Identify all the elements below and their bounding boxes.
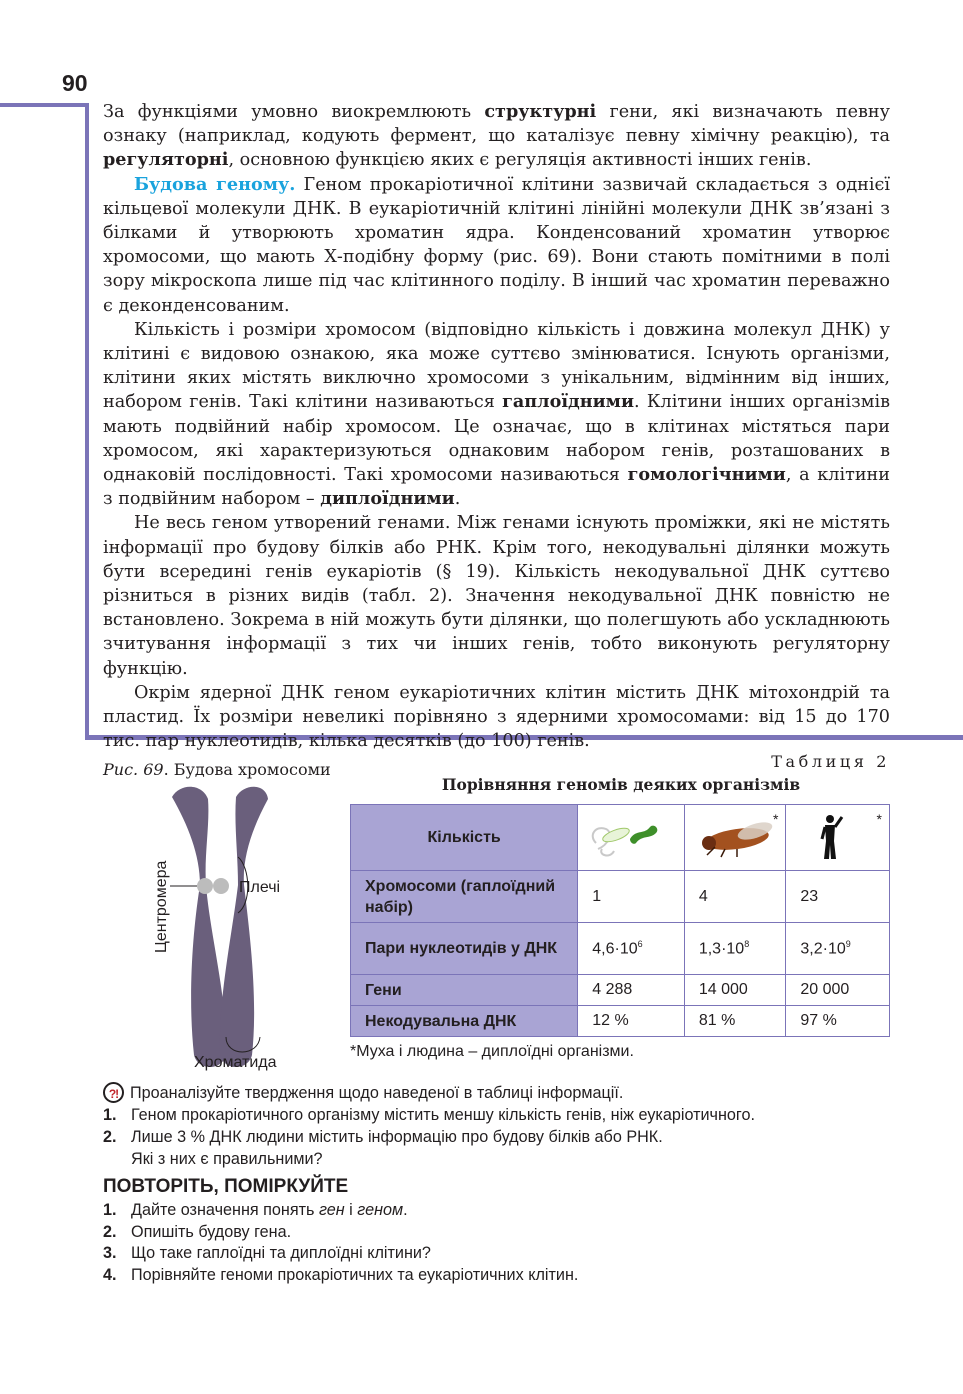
section-heading-genome: Будова геному. (134, 173, 296, 195)
figure-caption: Рис. 69. Будова хромосоми (103, 760, 331, 779)
table-footnote: *Муха і людина – диплоїдні організми. (350, 1043, 634, 1060)
table-title: Порівняння геномів деяких організмів (441, 775, 801, 794)
human-image (786, 805, 890, 871)
paragraph-noncoding: Не весь геном утворений генами. Між генами існують проміжки, які не містять інформації про будову білків або РНК. Крім того, некодувальні ділянки можуть бути всередині генів еукаріотів (§ 19). Кількість некодувальної ДНК суттєво різниться в різних видів (табл. 2). Значення некодувальної ДНК повністю не встановлено. Зокрема в ній можуть бути ділянки, що полегшують або ускладнюють зчитування інформації з тих чи інших генів, тобто виконують регуляторну функцію. (103, 513, 890, 679)
table-row: Некодувальна ДНК 12 % 81 % 97 % (351, 1006, 890, 1037)
review-questions (103, 1200, 933, 1287)
frame-left-rule (85, 103, 89, 739)
chromosome-diagram (140, 785, 320, 1075)
genome-comparison-table (350, 804, 890, 1037)
table-header-quantity: Кількість (351, 805, 578, 871)
chromatid-right-shape (220, 787, 268, 1067)
table-header-row (351, 805, 890, 871)
table-row: Пари нуклеотидів у ДНК $4,6\cdot 10^6$ $1,3\cdot 10^8$ $3,2\cdot 10^9$ (351, 923, 890, 975)
main-text (103, 100, 890, 753)
list-item: 2. Лише 3 % ДНК людини містить інформацію про будову білків або РНК. (103, 1128, 663, 1146)
paragraph-genome-structure: Будова геному. Геном прокаріотичної клітини зазвичай складається з однієї кільцевої молекули ДНК. В еукаріотичній клітині лінійні молекули ДНК зв’язані з білками й утворюють хроматин ядра. Конденсований хроматин утворює хромосоми, що мають Х-подібну форму (рис. 69). Вони стають помітними в полі зору мікроскопа лише під час клітинного поділу. В інший час хроматин переважно є деконденсованим. (103, 173, 890, 316)
term-regulatory: регуляторні (103, 149, 229, 171)
question-mark-icon: ?! (103, 1082, 124, 1103)
analysis-questions: ?! Проаналізуйте твердження щодо наведеної в таблиці інформації. 1. Геном прокаріотичного організму містить меншу кількість генів, ніж еукаріотичного. 2. Лише 3 % ДНК людини містить інформацію про будову білків або РНК. Які з них є правильними? (103, 1082, 933, 1170)
list-item: 3. Що таке гаплоїдні та диплоїдні клітини? (103, 1244, 431, 1263)
list-item: 1. Геном прокаріотичного організму містить меншу кількість генів, ніж еукаріотичного. (103, 1106, 755, 1124)
list-item: 1. Дайте означення понять ген і геном. (103, 1201, 408, 1219)
bacteria-image (578, 805, 685, 871)
list-item: 2. Опишіть будову гена. (103, 1222, 292, 1241)
label-arms: Плечі (239, 879, 281, 896)
table-row: Гени 4 288 14 000 20 000 (351, 975, 890, 1006)
fly-image (684, 805, 786, 871)
term-haploid: гаплоїдними (502, 391, 634, 413)
centromere-circle-right (213, 878, 229, 894)
review-heading: ПОВТОРІТЬ, ПОМІРКУЙТЕ (103, 1176, 349, 1197)
page-number: 90 (62, 70, 88, 96)
table-label: Таблиця 2 (771, 752, 890, 771)
label-centromere: Центромера (153, 860, 170, 953)
frame-top-rule (0, 103, 89, 107)
term-diploid: диплоїдними (320, 488, 455, 510)
human-star: * (876, 811, 882, 827)
paragraph-chromosome-count: Кількість і розміри хромосом (відповідно кількість і довжина молекул ДНК) у клітині є видовою ознакою, яка може суттєво змінюватися. Існують організми, клітини яких містять виключно хромосоми з унікальним, відмінним від інших, набором генів. Такі клітини називаються гаплоїдними. Клітини інших організмів мають подвійний набір хромосом. Це означає, що в клітинах містяться пари хромосом, які характеризуються однаковим набором генів, розташованих в однаковій послідовності. Такі хромосоми називаються гомологічними, а клітини з подвійним набором – диплоїдними. (103, 319, 891, 510)
centromere-circle-left (197, 878, 213, 894)
questions-closing: Які з них є правильними? (131, 1150, 323, 1168)
term-homologous: гомологічними (627, 464, 786, 486)
fly-star: * (772, 811, 779, 827)
list-item: 4. Порівняйте геноми прокаріотичних та еукаріотичних клітин. (103, 1266, 579, 1285)
paragraph-organelle-dna: Окрім ядерної ДНК геном еукаріотичних клітин містить ДНК мітохондрій та пластид. Їх розміри невеликі порівняно з ядерними хромосомами: від 15 до 170 тис. пар нуклеотидів, кілька десятків (до 100) генів. (103, 682, 890, 752)
paragraph-functions: За функціями умовно виокремлюють структурні гени, які визначають певну ознаку (наприклад, кодують фермент, що каталізує певну хімічну реакцію), та регуляторні, основною функцією яких є регуляція активності інших генів. (103, 101, 890, 171)
table-row: Хромосоми (гаплоїдний набір) 1 4 23 (351, 871, 890, 923)
chromatid-left-shape (172, 787, 226, 1067)
label-chromatid: Хроматида (194, 1054, 277, 1071)
term-structural: структурні (484, 101, 597, 122)
